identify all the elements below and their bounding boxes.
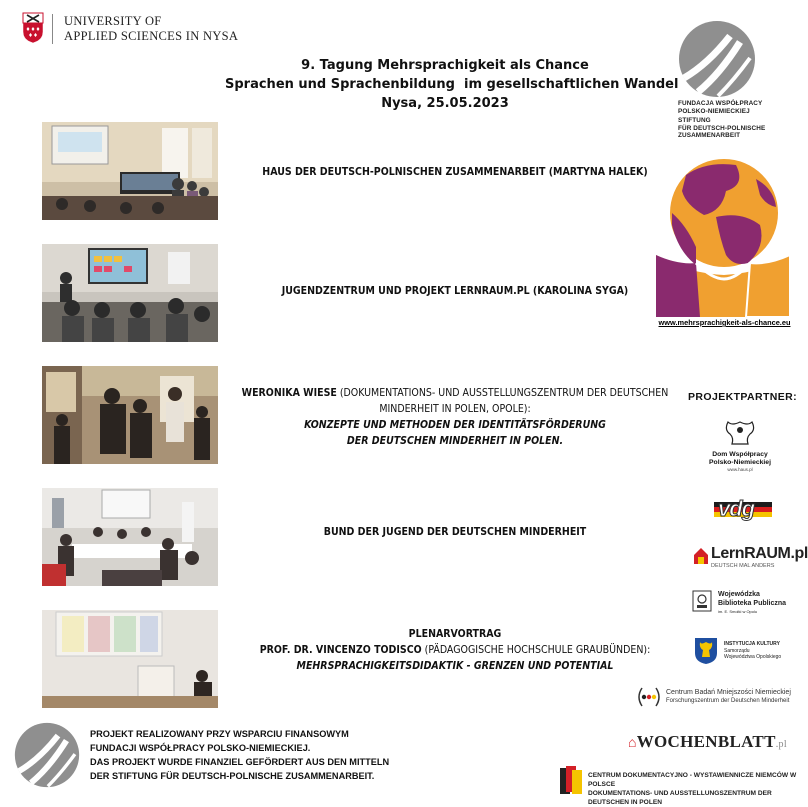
session-3-affiliation-a: (DOKUMENTATIONS- UND AUSSTELLUNGSZENTRUM DER DEUTSCHEN <box>336 387 669 399</box>
website-link[interactable]: www.mehrsprachigkeit-als-chance.eu <box>658 318 791 327</box>
instytucja-line2: Samorządu <box>724 647 750 654</box>
foundation-line5: ZUSAMMENARBEIT <box>678 132 741 139</box>
session-3-speaker: WERONIKA WIESE <box>241 387 337 399</box>
session-photo-5 <box>42 610 218 708</box>
foundation-name <box>678 100 765 140</box>
foundation-line3: STIFTUNG <box>678 117 711 124</box>
instytucja-line1: INSTYTUCJA KULTURY <box>724 641 780 647</box>
partner-dom-wspolpracy <box>700 420 780 472</box>
centrum-badan-icon <box>636 686 662 708</box>
biblioteka-line1: Wojewódzka <box>718 591 760 598</box>
centrum-dokumentacyjne-icon <box>558 764 584 796</box>
funding-line3: DAS PROJEKT WURDE FINANZIEL GEFÖRDERT AUS DEN MITTELN <box>90 757 390 767</box>
lernraum-c: .pl <box>790 545 808 562</box>
university-name-line2: APPLIED SCIENCES IN NYSA <box>64 29 239 43</box>
dom-line2: Polsko-Niemieckiej <box>709 459 771 466</box>
biblioteka-line2: Biblioteka Publiczna <box>718 599 787 607</box>
header-divider <box>52 14 53 44</box>
centrum-line1: CENTRUM DOKUMENTACYJNO - WYSTAWIENNICZE NIEMCÓW W POLSCE <box>588 772 797 788</box>
session-5-affiliation: (PÄDAGOGISCHE HOCHSCHULE GRAUBÜNDEN): <box>421 644 651 656</box>
session-photo-3 <box>42 366 218 464</box>
dom-line1: Dom Współpracy <box>712 451 768 458</box>
university-name-line1: UNIVERSITY OF <box>64 14 162 28</box>
instytucja-line3: Województwa Opolskiego <box>724 654 782 660</box>
lernraum-sub: DEUTSCH MAL ANDERS <box>711 563 775 569</box>
partners-title: PROJEKTPARTNER: <box>688 391 798 403</box>
session-photo-1 <box>42 122 218 220</box>
lernraum-house-icon <box>693 547 709 565</box>
eagle-emblem-icon <box>720 420 760 446</box>
foundation-line1: FUNDACJA WSPÓŁPRACY <box>678 100 763 107</box>
session-5-label: PLENARVORTRAG <box>408 628 502 640</box>
wochenblatt-tld: .pl <box>775 739 787 750</box>
session-photo-2 <box>42 244 218 342</box>
vdg-text: vdg <box>718 496 755 521</box>
session-2-text <box>230 283 680 299</box>
funding-statement <box>90 727 389 783</box>
event-title-line1: 9. Tagung Mehrsprachigkeit als Chance <box>301 58 589 73</box>
session-3-affiliation-b: MINDERHEIT IN POLEN, OPOLE): <box>379 403 531 415</box>
session-3-topic-a: KONZEPTE UND METHODEN DER IDENTITÄTSFÖRDERUNG <box>304 419 606 431</box>
library-icon <box>692 590 712 612</box>
opole-crest-icon <box>694 637 718 665</box>
session-5-text <box>230 626 680 674</box>
wochenblatt-name: WOCHENBLATT <box>636 732 776 751</box>
session-3-text <box>230 385 680 449</box>
university-name <box>64 14 238 44</box>
centrum-badan-line2: Forschungszentrum der Deutschen Minderheit <box>666 698 790 704</box>
session-4-title: BUND DER JUGEND DER DEUTSCHEN MINDERHEIT <box>323 526 587 538</box>
event-title-line2: Sprachen und Sprachenbildung im gesellschaftlichen Wandel <box>225 77 679 92</box>
foundation-line4: FÜR DEUTSCH-POLNISCHE <box>678 124 766 132</box>
event-date: Nysa, 25.05.2023 <box>381 96 509 111</box>
partner-centrum-dokumentacyjne <box>588 771 800 807</box>
foundation-line2: POLSKO-NIEMIECKIEJ <box>678 107 750 115</box>
session-2-title: JUGENDZENTRUM UND PROJEKT LERNRAUM.PL (KAROLINA SYGA) <box>281 285 629 297</box>
globe-hands-icon <box>656 155 790 317</box>
funding-line4: DER STIFTUNG FÜR DEUTSCH-POLNISCHE ZUSAMMENARBEIT. <box>90 771 375 781</box>
wochenblatt-house-icon: ⌂ <box>628 736 637 751</box>
foundation-logo-bottom-icon <box>14 722 80 788</box>
funding-line1: PROJEKT REALIZOWANY PRZY WSPARCIU FINANSOWYM <box>90 729 349 739</box>
session-photo-4 <box>42 488 218 586</box>
dom-line3: www.haus.pl <box>727 467 753 472</box>
session-5-speaker: PROF. DR. VINCENZO TODISCO <box>259 644 422 656</box>
event-title <box>225 56 679 113</box>
biblioteka-line3: im. E. Smołki w Opolu <box>718 609 758 614</box>
lernraum-b: RAUM <box>744 545 791 562</box>
partner-wochenblatt <box>628 732 787 752</box>
session-3-topic-b: DER DEUTSCHEN MINDERHEIT IN POLEN. <box>346 435 564 447</box>
centrum-badan-line1: Centrum Badań Mniejszości Niemieckiej <box>666 689 791 696</box>
session-5-topic: MEHRSPRACHIGKEITSDIDAKTIK - GRENZEN UND POTENTIAL <box>296 660 614 672</box>
centrum-line2: DOKUMENTATIONS- UND AUSSTELLUNGSZENTRUM DER DEUTSCHEN IN POLEN <box>588 790 772 806</box>
session-1-title: HAUS DER DEUTSCH-POLNISCHEN ZUSAMMENARBEIT (MARTYNA HALEK) <box>262 166 648 178</box>
partner-vdg <box>712 496 774 524</box>
session-1-text <box>230 164 680 180</box>
foundation-logo-icon <box>678 20 756 98</box>
funding-line2: FUNDACJI WSPÓŁPRACY POLSKO-NIEMIECKIEJ. <box>90 743 311 753</box>
session-4-text <box>230 524 680 540</box>
lernraum-a: Lern <box>711 545 745 562</box>
university-crest-icon <box>22 12 44 44</box>
